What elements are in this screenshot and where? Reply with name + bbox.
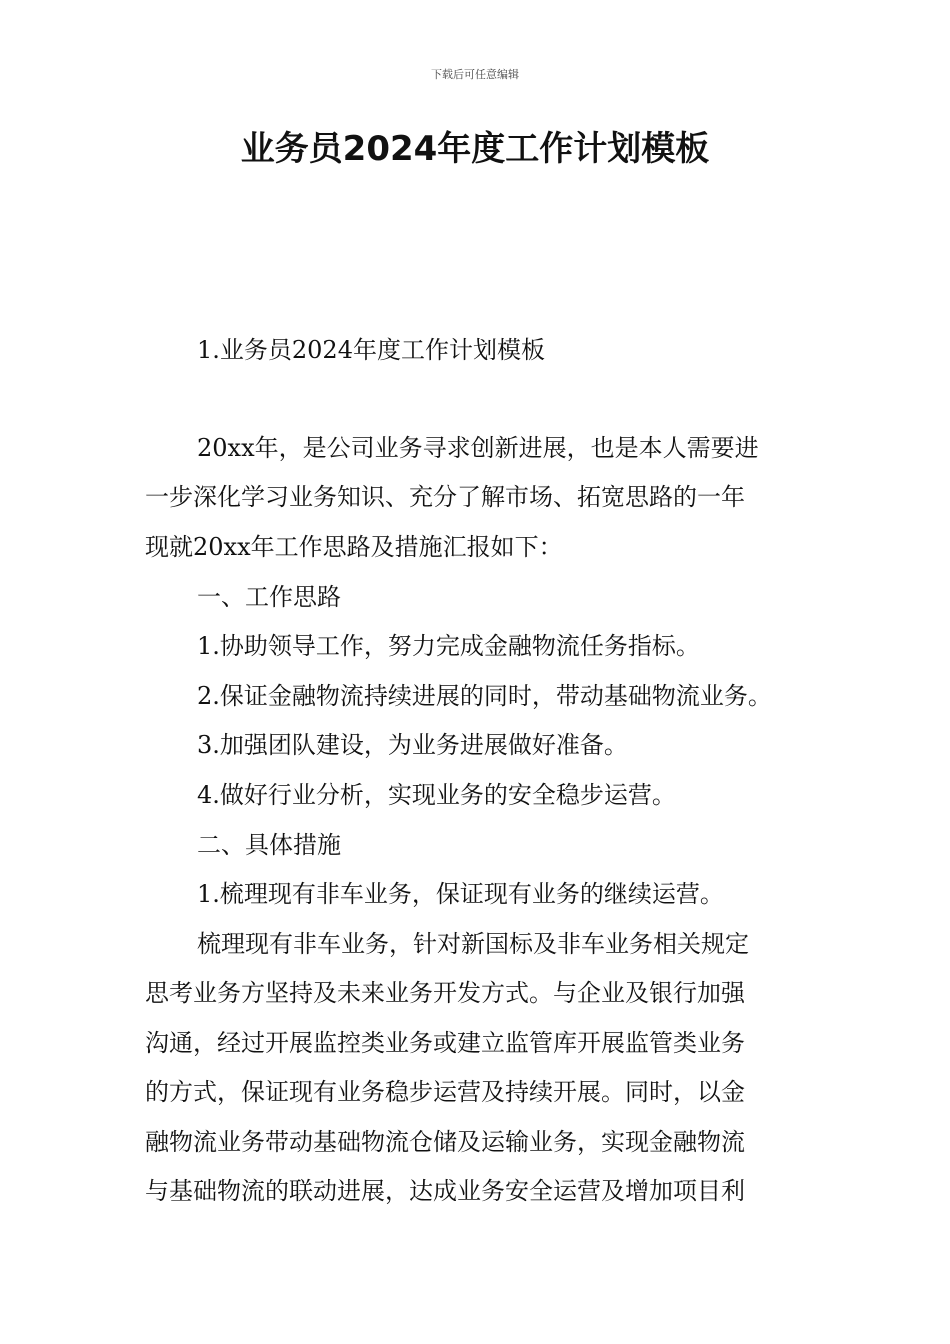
part2-paragraph-line: 沟通，经过开展监控类业务或建立监管库开展监管类业务 (145, 1029, 745, 1057)
part1-item: 4.做好行业分析，实现业务的安全稳步运营。 (197, 781, 676, 809)
intro-line-1: 20xx年，是公司业务寻求创新进展，也是本人需要进 (197, 434, 759, 462)
part2-paragraph-line: 的方式，保证现有业务稳步运营及持续开展。同时，以金 (145, 1078, 745, 1106)
part1-heading: 一、工作思路 (197, 583, 341, 611)
part2-paragraph-line: 融物流业务带动基础物流仓储及运输业务，实现金融物流 (145, 1128, 745, 1156)
part2-paragraph-line: 梳理现有非车业务，针对新国标及非车业务相关规定 (197, 930, 749, 958)
part2-item: 1.梳理现有非车业务，保证现有业务的继续运营。 (197, 880, 724, 908)
part1-item: 3.加强团队建设，为业务进展做好准备。 (197, 731, 628, 759)
document-title: 业务员2024年度工作计划模板 (240, 129, 710, 169)
part2-paragraph-line: 思考业务方坚持及未来业务开发方式。与企业及银行加强 (145, 979, 745, 1007)
intro-line-3: 现就20xx年工作思路及措施汇报如下： (145, 533, 563, 561)
part2-heading: 二、具体措施 (197, 831, 341, 859)
part1-item: 2.保证金融物流持续进展的同时，带动基础物流业务。 (197, 682, 772, 710)
section-heading: 1.业务员2024年度工作计划模板 (197, 336, 545, 364)
part2-paragraph-line: 与基础物流的联动进展，达成业务安全运营及增加项目利 (145, 1177, 745, 1205)
header-note: 下载后可任意编辑 (431, 68, 519, 81)
intro-line-2: 一步深化学习业务知识、充分了解市场、拓宽思路的一年 (145, 483, 745, 511)
part1-item: 1.协助领导工作，努力完成金融物流任务指标。 (197, 632, 700, 660)
